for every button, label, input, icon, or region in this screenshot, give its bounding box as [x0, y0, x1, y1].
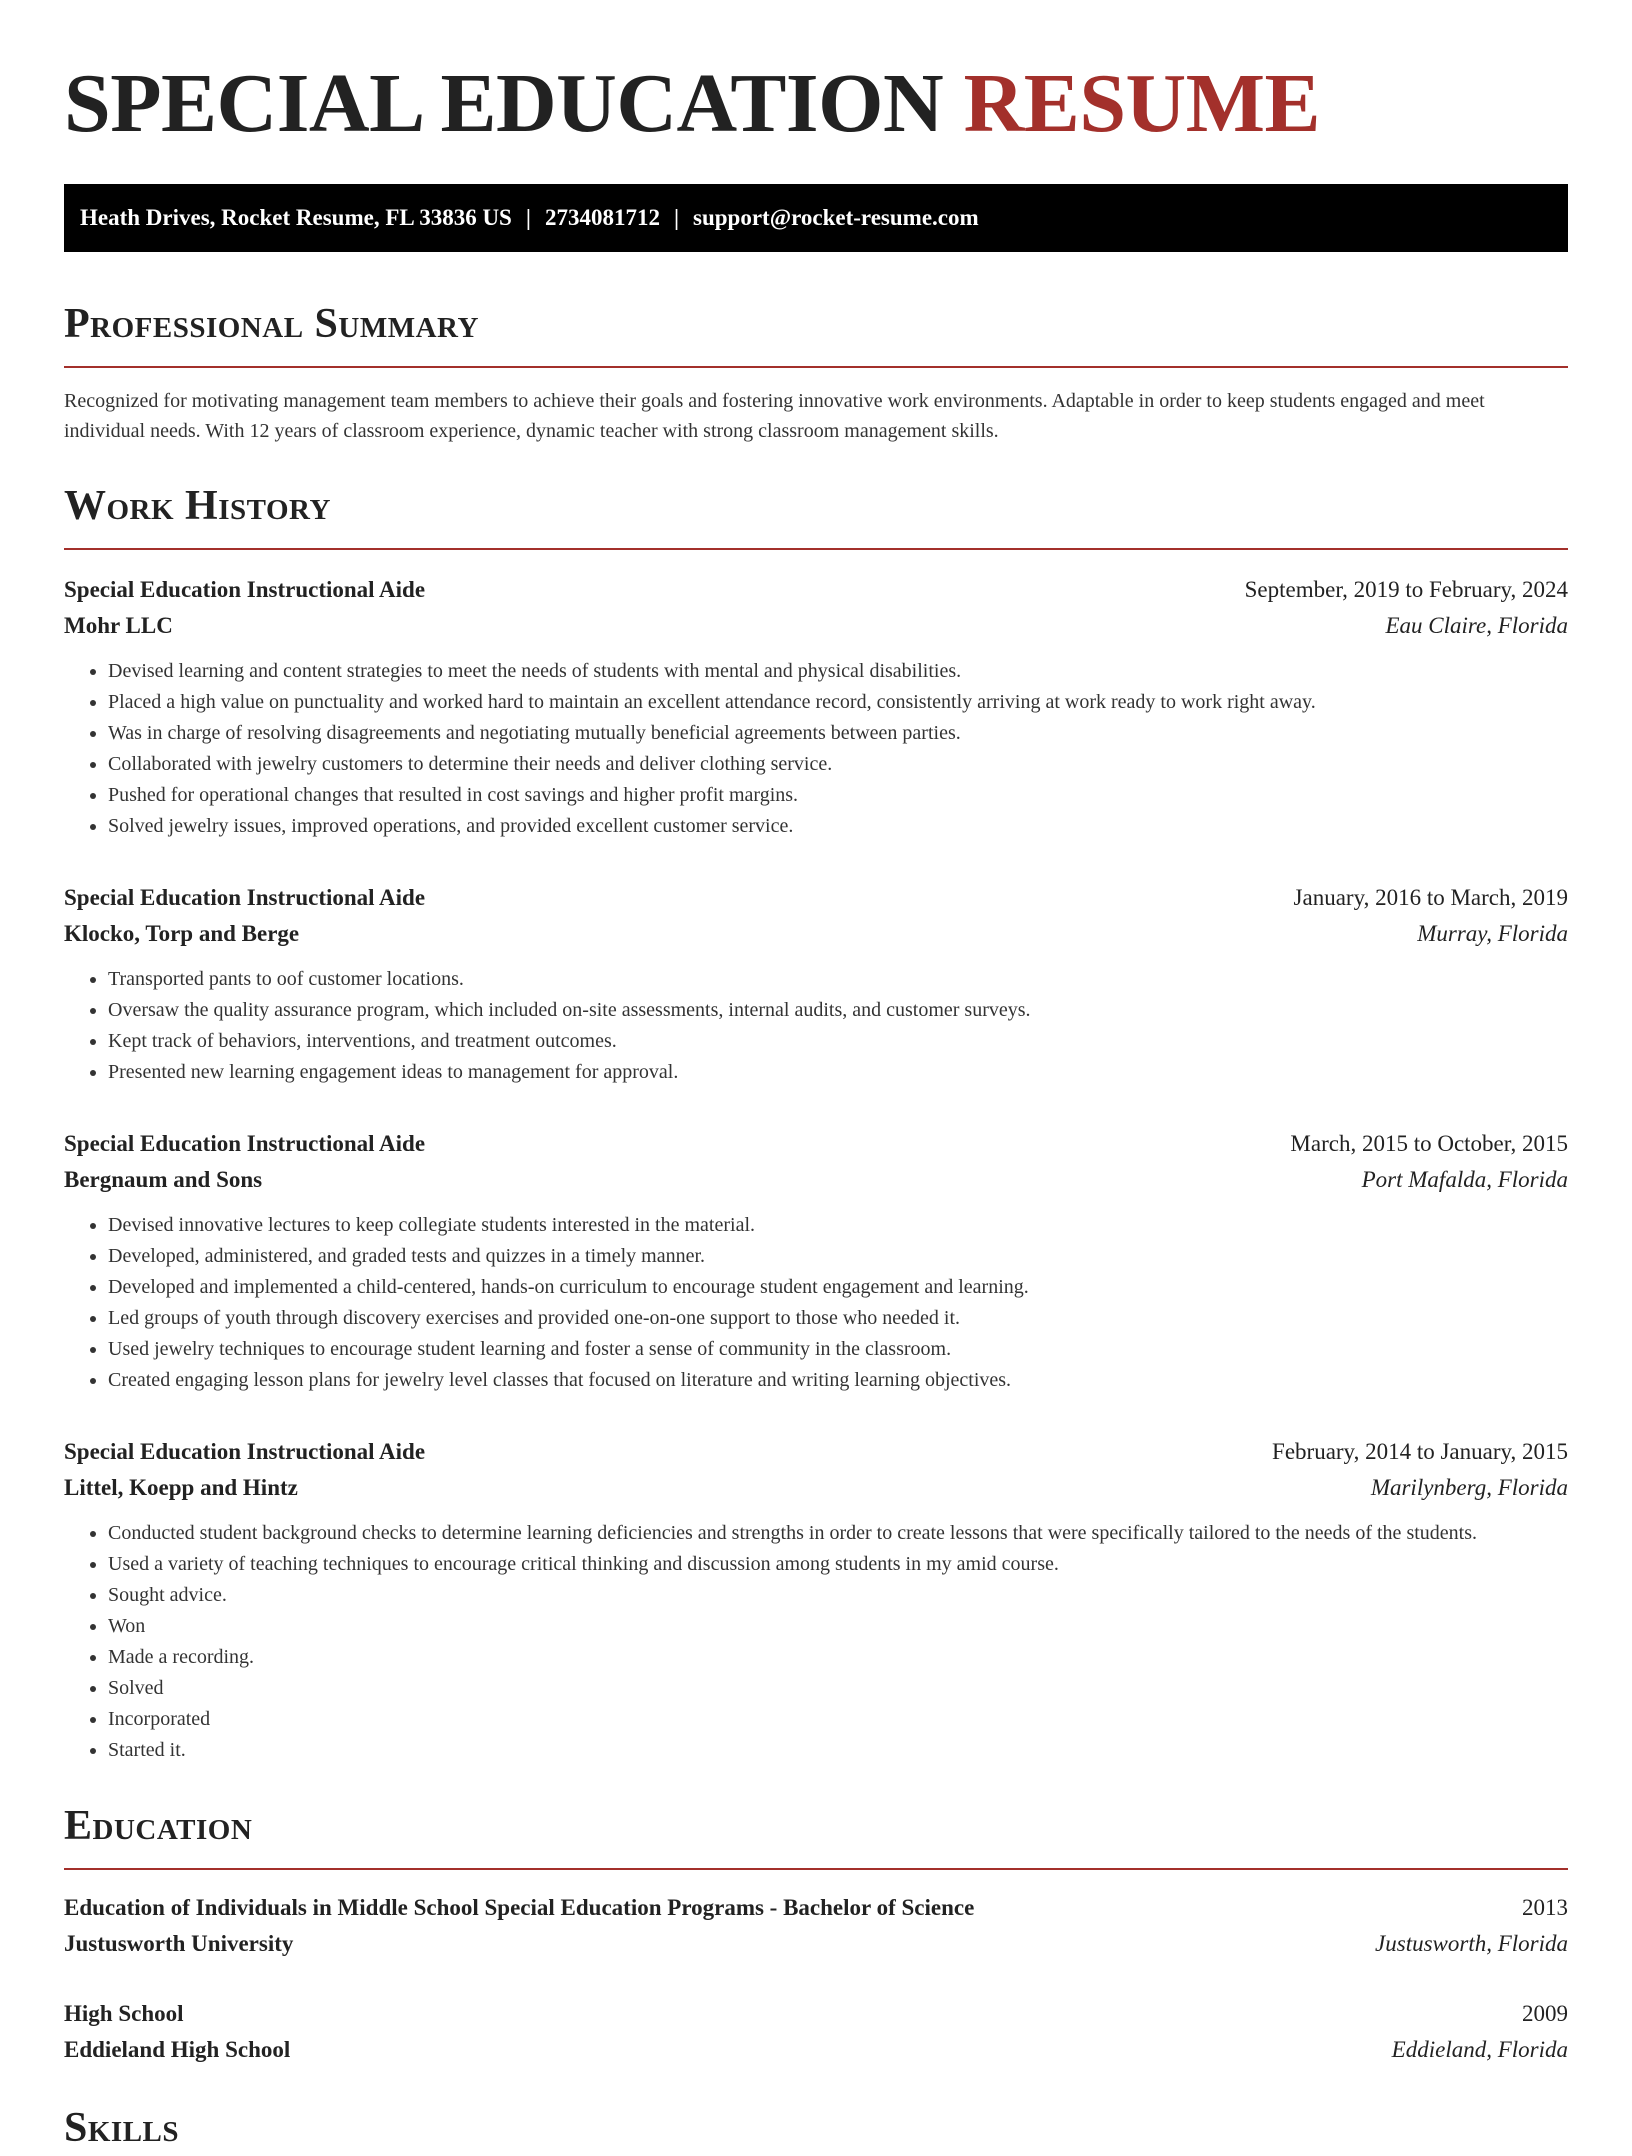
education-degree: Education of Individuals in Middle School Special Education Programs - Bachelor of Science [64, 1895, 975, 1920]
section-divider [64, 1868, 1568, 1870]
skills-section [64, 2100, 1568, 2156]
job-title: Special Education Instructional Aide [64, 577, 426, 602]
job-bullet: • Placed a high value on punctuality and worked hard to maintain an excellent attendance record, consistently arriving at work ready to work right away. [108, 687, 1568, 718]
summary-text: Recognized for motivating management team members to achieve their goals and fostering innovative work environments. Adaptable in order to keep students engaged and meet individual needs. With 12 years of classroom experience, dynamic teacher with strong classroom management skills. [64, 390, 1485, 442]
job-bullet: • Led groups of youth through discovery exercises and provided one-on-one support to those who needed it. [108, 1303, 1568, 1334]
contact-address: Heath Drives, Rocket Resume, FL 33836 US [80, 205, 512, 230]
job-bullet: • Transported pants to oof customer locations. [108, 964, 1568, 995]
education-entry [64, 1890, 1568, 1962]
job-location: Murray, Florida [1417, 921, 1568, 946]
job-bullet: • Won [108, 1611, 1568, 1642]
job-bullet: • Sought advice. [108, 1580, 1568, 1611]
job-company: Mohr LLC [64, 613, 173, 638]
section-heading-summary: Professional Summary [64, 301, 479, 347]
job-bullets [64, 656, 1568, 842]
job-company: Bergnaum and Sons [64, 1167, 263, 1192]
job-bullet: • Made a recording. [108, 1642, 1568, 1673]
education-section [64, 1798, 1568, 2068]
work-history-section [64, 478, 1568, 1766]
job-bullet: • Started it. [108, 1735, 1568, 1766]
job-bullets [64, 964, 1568, 1088]
job-bullets [64, 1518, 1568, 1766]
resume-title [64, 0, 1568, 150]
job-bullet: • Kept track of behaviors, interventions, and treatment outcomes. [108, 1026, 1568, 1057]
job-entry [64, 880, 1568, 1088]
contact-email[interactable]: support@rocket-resume.com [693, 205, 979, 230]
job-bullet: • Pushed for operational changes that resulted in cost savings and higher profit margins. [108, 780, 1568, 811]
contact-separator: | [525, 205, 531, 230]
job-entry [64, 1434, 1568, 1766]
job-bullet: • Developed and implemented a child-centered, hands-on curriculum to encourage student engagement and learning. [108, 1272, 1568, 1303]
job-bullet: • Used jewelry techniques to encourage student learning and foster a sense of community in the classroom. [108, 1334, 1568, 1365]
education-school: Eddieland High School [64, 2037, 291, 2062]
job-bullet: • Solved jewelry issues, improved operations, and provided excellent customer service. [108, 811, 1568, 842]
contact-separator: | [673, 205, 680, 230]
section-heading-education: Education [64, 1803, 253, 1849]
job-bullet: • Devised learning and content strategies to meet the needs of students with mental and physical disabilities. [108, 656, 1568, 687]
job-location: Port Mafalda, Florida [1361, 1167, 1568, 1192]
education-degree: High School [64, 2001, 184, 2026]
job-dates: February, 2014 to January, 2015 [1272, 1439, 1568, 1464]
job-entry [64, 572, 1568, 842]
education-location: Eddieland, Florida [1391, 2037, 1568, 2062]
education-year: 2009 [1522, 2001, 1568, 2026]
section-divider [64, 366, 1568, 368]
contact-phone[interactable]: 2734081712 [544, 205, 660, 230]
job-entry [64, 1126, 1568, 1396]
contact-bar [64, 184, 1568, 252]
resume-title-accent: RESUME [963, 57, 1321, 150]
job-title: Special Education Instructional Aide [64, 885, 426, 910]
job-bullet: • Used a variety of teaching techniques to encourage critical thinking and discussion among students in my amid course. [108, 1549, 1568, 1580]
education-location: Justusworth, Florida [1375, 1931, 1568, 1956]
job-company: Littel, Koepp and Hintz [64, 1475, 298, 1500]
job-bullet: • Conducted student background checks to determine learning deficiencies and strengths in order to create lessons that were specifically tailored to the needs of the students. [108, 1518, 1568, 1549]
job-dates: January, 2016 to March, 2019 [1293, 885, 1568, 910]
job-bullet: • Presented new learning engagement ideas to management for approval. [108, 1057, 1568, 1088]
section-heading-work-history: Work History [64, 483, 331, 529]
job-bullet: • Oversaw the quality assurance program, which included on-site assessments, internal audits, and customer surveys. [108, 995, 1568, 1026]
job-title: Special Education Instructional Aide [64, 1439, 426, 1464]
job-company: Klocko, Torp and Berge [64, 921, 300, 946]
job-bullets [64, 1210, 1568, 1396]
job-dates: September, 2019 to February, 2024 [1244, 577, 1568, 602]
job-location: Eau Claire, Florida [1385, 613, 1568, 638]
job-bullet: • Created engaging lesson plans for jewelry level classes that focused on literature and writing learning objectives. [108, 1365, 1568, 1396]
education-year: 2013 [1522, 1895, 1568, 1920]
resume-page [64, 0, 1568, 2156]
job-dates: March, 2015 to October, 2015 [1290, 1131, 1568, 1156]
job-title: Special Education Instructional Aide [64, 1131, 426, 1156]
job-location: Marilynberg, Florida [1370, 1475, 1568, 1500]
job-bullet: • Developed, administered, and graded tests and quizzes in a timely manner. [108, 1241, 1568, 1272]
education-school: Justusworth University [64, 1931, 294, 1956]
section-divider [64, 548, 1568, 550]
job-bullet: • Incorporated [108, 1704, 1568, 1735]
section-heading-skills: Skills [64, 2105, 180, 2151]
job-bullet: • Collaborated with jewelry customers to determine their needs and deliver clothing service. [108, 749, 1568, 780]
job-bullet: • Was in charge of resolving disagreements and negotiating mutually beneficial agreements between parties. [108, 718, 1568, 749]
resume-title-main: SPECIAL EDUCATION [64, 57, 944, 150]
job-bullet: • Devised innovative lectures to keep collegiate students interested in the material. [108, 1210, 1568, 1241]
job-bullet: • Solved [108, 1673, 1568, 1704]
summary-section [64, 296, 1568, 446]
education-entry [64, 1996, 1568, 2068]
